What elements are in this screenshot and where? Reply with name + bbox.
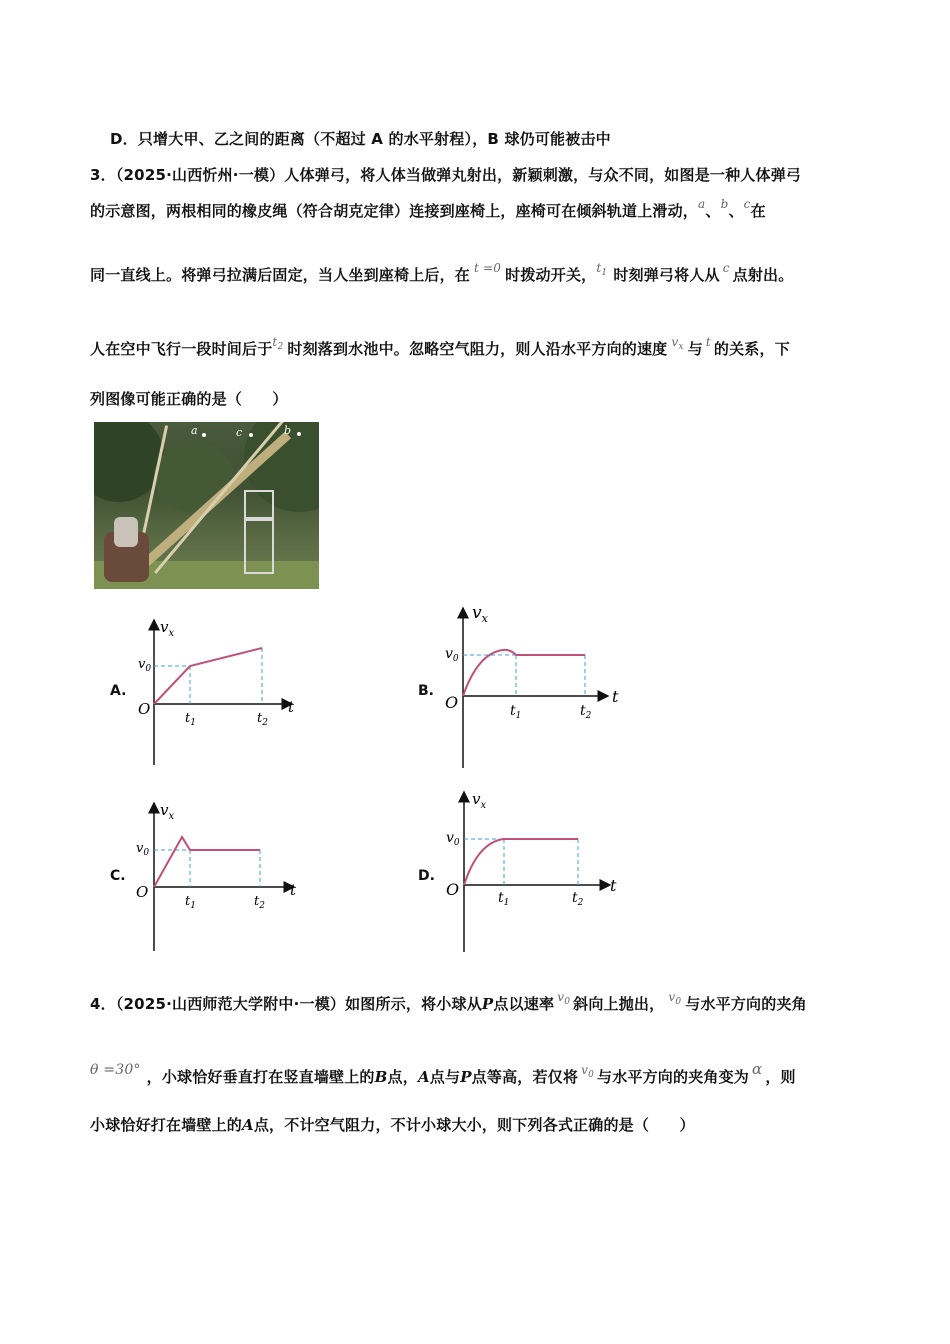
option-d-previous: D．只增大甲、乙之间的距离（不超过 A 的水平射程），B 球仍可能被击中 <box>110 130 611 148</box>
q3-line-4 <box>90 335 790 359</box>
point-b: B <box>374 1068 388 1086</box>
t-axis-label: t <box>610 876 617 895</box>
ylabel: $v_x$ <box>472 790 487 811</box>
vx-curve <box>464 839 578 885</box>
q4-number: 4． <box>90 995 116 1013</box>
t2-label: $t_2$ <box>580 703 592 721</box>
option-d-label: D. <box>418 868 435 884</box>
var-b: b <box>720 197 729 211</box>
q3-text-1: 人体弹弓，将人体当做弹丸射出，新颖刺激，与众不同，如图是一种人体弹弓 <box>284 166 802 184</box>
q3-text-3b: 时拨动开关， <box>505 266 597 284</box>
t1-label: $t_1$ <box>498 890 510 908</box>
q4-text-2e: 与水平方向的夹角变为 <box>597 1068 750 1086</box>
point-p: P <box>481 995 494 1013</box>
theta-value: θ =30° <box>90 1062 141 1078</box>
t-equals-zero: t =0 <box>474 261 502 275</box>
q4-text-3b: 点，不计空气阻力，不计小球大小，则下列各式正确的是（ ） <box>253 1116 695 1134</box>
option-c-label: C. <box>110 868 126 884</box>
q3-line-5: 列图像可能正确的是（ ） <box>90 390 288 408</box>
v0-label: $v_0$ <box>445 646 459 664</box>
alpha-symbol: α <box>752 1060 763 1078</box>
vx-curve <box>154 837 260 887</box>
q3-text-3c: 时刻弹弓将人从 <box>613 266 720 284</box>
q4-text-2c: 点与 <box>429 1068 461 1086</box>
human-slingshot-photo <box>94 422 319 589</box>
q4-text-1b: 点以速率 <box>493 995 555 1013</box>
ylabel: $v_x$ <box>472 603 488 625</box>
t-axis-label: t <box>290 881 297 899</box>
option-b-graph <box>438 598 628 770</box>
origin-label: O <box>136 883 149 901</box>
vx-curve <box>154 648 262 704</box>
q3-text-4d: 的关系，下 <box>713 340 790 358</box>
t1-label: $t_1$ <box>510 703 522 721</box>
t1-symbol: t1 <box>596 261 608 278</box>
var-a: a <box>698 197 706 211</box>
v0-symbol: v0 <box>581 1063 594 1080</box>
q3-source: （2025·山西忻州·一模） <box>115 166 285 184</box>
t1-label: $t_1$ <box>185 711 196 728</box>
q4-text-2d: 点等高，若仅将 <box>471 1068 579 1086</box>
separator: 、 <box>728 202 744 220</box>
option-b-label: B. <box>418 683 434 699</box>
option-a-graph <box>130 610 310 770</box>
v0-label: $v_0$ <box>136 841 150 858</box>
point-a: A <box>417 1068 430 1086</box>
photo-label-c: c <box>236 426 243 439</box>
q4-text-1c: 斜向上抛出， <box>573 995 665 1013</box>
q3-text-2b: 在 <box>750 202 766 220</box>
q3-text-4b: 时刻落到水池中。忽略空气阻力，则人沿水平方向的速度 <box>287 340 668 358</box>
ylabel: $v_x$ <box>160 618 175 639</box>
q3-number: 3． <box>90 166 116 184</box>
point-p: P <box>460 1068 472 1086</box>
t2-label: $t_2$ <box>257 711 268 728</box>
t1-label: $t_1$ <box>185 894 196 911</box>
vx-curve <box>463 650 585 696</box>
q3-text-4a: 人在空中飞行一段时间后于 <box>90 340 273 358</box>
vx-symbol: vx <box>671 335 684 352</box>
separator: 、 <box>705 202 721 220</box>
q3-line-1 <box>90 164 801 185</box>
v0-label: $v_0$ <box>446 830 460 848</box>
origin-label: O <box>445 693 459 712</box>
option-a-label: A. <box>110 683 127 699</box>
v0-label: $v_0$ <box>138 657 152 674</box>
q4-text-2b: 点， <box>387 1068 418 1086</box>
q4-text-3a: 小球恰好打在墙壁上的 <box>90 1116 243 1134</box>
q3-text-4c: 与 <box>687 340 703 358</box>
var-c: c <box>722 261 730 275</box>
option-c-graph <box>130 795 310 955</box>
q3-text-3a: 同一直线上。将弹弓拉满后固定，当人坐到座椅上后，在 <box>90 266 471 284</box>
point-a: A <box>242 1116 254 1134</box>
q4-line-2 <box>90 1060 796 1087</box>
origin-label: O <box>138 700 151 718</box>
ylabel: $v_x$ <box>160 801 175 822</box>
photo-label-b: b <box>284 424 292 437</box>
q4-line-1 <box>90 990 807 1014</box>
t2-label: $t_2$ <box>572 890 584 908</box>
q4-text-2f: ，则 <box>765 1068 796 1086</box>
q4-text-1d: 与水平方向的夹角 <box>685 995 807 1013</box>
v0-symbol: v0 <box>668 990 682 1007</box>
var-c: c <box>743 197 751 211</box>
t2-label: $t_2$ <box>254 894 265 911</box>
origin-label: O <box>446 880 460 899</box>
q4-text-2a: ，小球恰好垂直打在竖直墙壁上的 <box>146 1068 375 1086</box>
q3-text-2a: 的示意图，两根相同的橡皮绳（符合胡克定律）连接到座椅上，座椅可在倾斜轨道上滑动， <box>90 202 699 220</box>
q3-line-2 <box>90 197 766 221</box>
q4-line-3 <box>90 1114 695 1135</box>
v0-symbol: v0 <box>557 990 571 1007</box>
t-axis-label: t <box>288 698 295 716</box>
option-d-graph <box>438 784 628 954</box>
q3-line-3 <box>90 261 794 285</box>
t-axis-label: t <box>612 687 619 706</box>
t2-symbol: t2 <box>272 335 284 352</box>
photo-label-a: a <box>191 424 198 437</box>
q4-source: （2025·山西师范大学附中·一模） <box>115 995 346 1013</box>
t-var: t <box>705 335 711 349</box>
q3-text-3d: 点射出。 <box>732 266 794 284</box>
q4-text-1a: 如图所示，将小球从 <box>345 995 482 1013</box>
